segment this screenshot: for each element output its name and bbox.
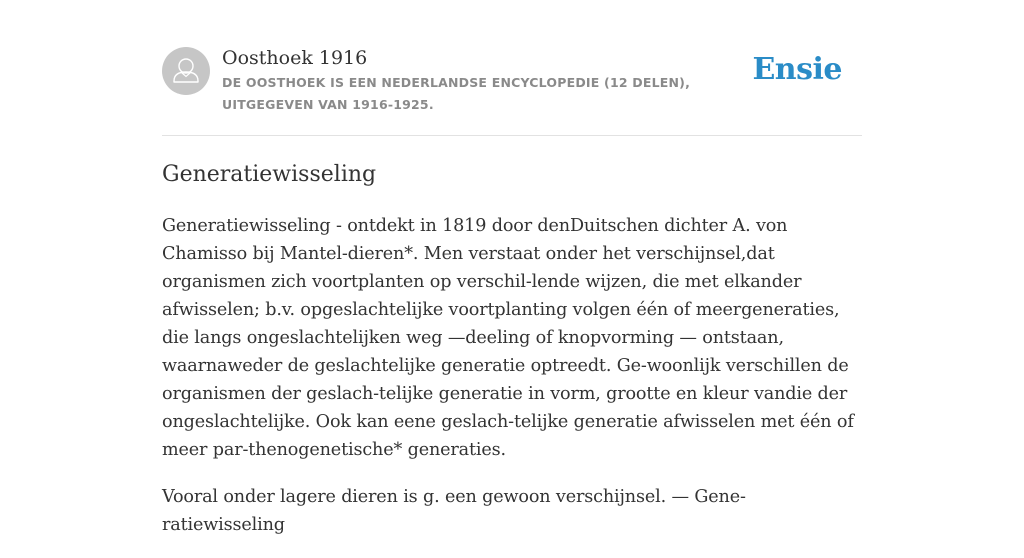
- article-paragraph: Generatiewisseling - ontdekt in 1819 door denDuitschen dichter A. von Chamisso bij Mantel-dieren*. Men verstaat onder het verschijnsel,dat organismen zich voortplanten op verschil-lende wijzen, die met elkander afwisselen; b.v. opgeslachtelijke voortplanting volgen één of meergeneraties, die langs ongeslachtelijken weg —deeling of knopvorming — ontstaan, waarnaweder de geslachtelijke generatie optreedt. Ge-woonlijk verschillen de organismen der geslach-telijke generatie in vorm, grootte en kleur vandie der ongeslachtelijke. Ook kan eene geslach-telijke generatie afwisselen met één of meer par-thenogenetische* generaties.: [162, 216, 854, 460]
- user-silhouette-icon[interactable]: [162, 47, 210, 95]
- source-name[interactable]: Oosthoek 1916: [222, 47, 368, 69]
- avatar-graphic: [162, 47, 210, 95]
- brand-logo[interactable]: Ensie: [752, 52, 842, 87]
- article-body: [162, 212, 866, 558]
- article-title: Generatiewisseling: [162, 162, 377, 187]
- header-divider: [162, 135, 862, 136]
- source-header: [162, 46, 862, 116]
- article-paragraph: Vooral onder lagere dieren is g. een gewoon verschijnsel. — Gene-ratiewisseling: [162, 487, 746, 535]
- source-description: DE OOSTHOEK IS EEN NEDERLANDSE ENCYCLOPEDIE (12 DELEN), UITGEGEVEN VAN 1916-1925.: [222, 75, 691, 112]
